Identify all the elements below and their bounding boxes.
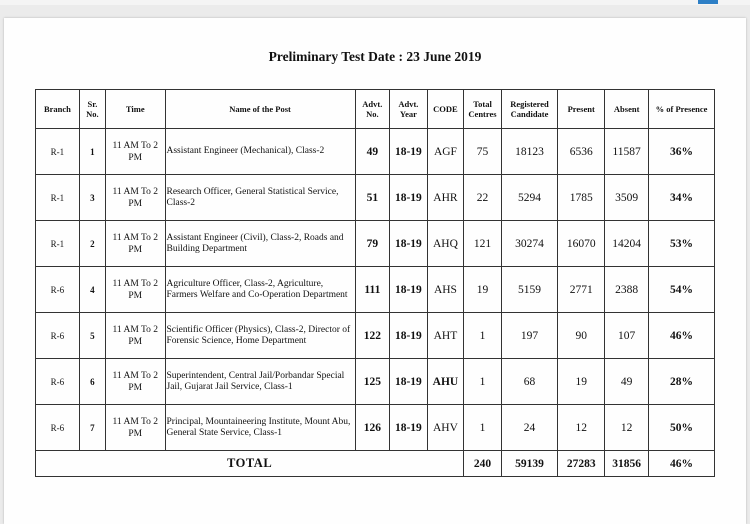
cell-presence: 34% (649, 175, 715, 221)
cell-sr-no: 1 (79, 129, 105, 175)
page-title: Preliminary Test Date : 23 June 2019 (268, 49, 482, 64)
cell-code: AHT (427, 313, 464, 359)
cell-registered: 197 (501, 313, 557, 359)
cell-registered: 24 (501, 405, 557, 451)
cell-registered: 30274 (501, 221, 557, 267)
cell-presence: 53% (649, 221, 715, 267)
cell-registered: 5159 (501, 267, 557, 313)
cell-branch: R-1 (36, 129, 80, 175)
table-row (36, 267, 715, 313)
header-post-name: Name of the Post (165, 90, 355, 129)
cell-advt-year: 18-19 (390, 175, 428, 221)
cell-advt-no: 49 (355, 129, 389, 175)
cell-total-centres: 121 (464, 221, 502, 267)
cell-advt-no: 51 (355, 175, 389, 221)
cell-present: 12 (558, 405, 605, 451)
cell-time: 11 AM To 2 PM (105, 129, 165, 175)
cell-branch: R-6 (36, 267, 80, 313)
cell-absent: 3509 (605, 175, 649, 221)
cell-advt-year: 18-19 (390, 129, 428, 175)
cell-presence: 54% (649, 267, 715, 313)
cell-sr-no: 2 (79, 221, 105, 267)
cell-absent: 11587 (605, 129, 649, 175)
total-row (36, 451, 715, 477)
cell-time: 11 AM To 2 PM (105, 313, 165, 359)
cell-presence: 36% (649, 129, 715, 175)
cell-presence: 50% (649, 405, 715, 451)
table-row (36, 175, 715, 221)
cell-time: 11 AM To 2 PM (105, 405, 165, 451)
cell-present: 2771 (558, 267, 605, 313)
header-present: Present (558, 90, 605, 129)
cell-time: 11 AM To 2 PM (105, 359, 165, 405)
cell-code: AHS (427, 267, 464, 313)
cell-sr-no: 3 (79, 175, 105, 221)
header-registered: Registered Candidate (501, 90, 557, 129)
cell-advt-no: 111 (355, 267, 389, 313)
cell-presence: 46% (649, 313, 715, 359)
cell-sr-no: 4 (79, 267, 105, 313)
cell-advt-year: 18-19 (390, 221, 428, 267)
cell-absent: 107 (605, 313, 649, 359)
header-absent: Absent (605, 90, 649, 129)
cell-post-name: Agriculture Officer, Class-2, Agriculture, Farmers Welfare and Co-Operation Department (165, 267, 355, 313)
header-branch: Branch (36, 90, 80, 129)
total-centres: 240 (464, 451, 502, 477)
cell-code: AHU (427, 359, 464, 405)
total-absent: 31856 (605, 451, 649, 477)
header-total-centres: Total Centres (464, 90, 502, 129)
cell-present: 16070 (558, 221, 605, 267)
cell-total-centres: 75 (464, 129, 502, 175)
header-advt-no: Advt. No. (355, 90, 389, 129)
cell-present: 6536 (558, 129, 605, 175)
header-advt-year: Advt. Year (390, 90, 428, 129)
cell-sr-no: 6 (79, 359, 105, 405)
header-presence: % of Presence (649, 90, 715, 129)
cell-post-name: Superintendent, Central Jail/Porbandar Special Jail, Gujarat Jail Service, Class-1 (165, 359, 355, 405)
cell-total-centres: 1 (464, 405, 502, 451)
total-label: TOTAL (36, 451, 464, 477)
cell-absent: 12 (605, 405, 649, 451)
window-control-button[interactable] (698, 0, 718, 4)
cell-branch: R-6 (36, 359, 80, 405)
table-row (36, 405, 715, 451)
cell-sr-no: 5 (79, 313, 105, 359)
cell-code: AHV (427, 405, 464, 451)
cell-total-centres: 1 (464, 359, 502, 405)
cell-code: AHQ (427, 221, 464, 267)
cell-time: 11 AM To 2 PM (105, 175, 165, 221)
cell-code: AGF (427, 129, 464, 175)
total-present: 27283 (558, 451, 605, 477)
cell-advt-no: 122 (355, 313, 389, 359)
table-row (36, 359, 715, 405)
total-presence: 46% (649, 451, 715, 477)
cell-present: 1785 (558, 175, 605, 221)
cell-registered: 5294 (501, 175, 557, 221)
cell-absent: 2388 (605, 267, 649, 313)
table-header-row (36, 90, 715, 129)
cell-post-name: Assistant Engineer (Civil), Class-2, Roads and Building Department (165, 221, 355, 267)
cell-present: 19 (558, 359, 605, 405)
cell-branch: R-1 (36, 175, 80, 221)
cell-total-centres: 19 (464, 267, 502, 313)
cell-presence: 28% (649, 359, 715, 405)
cell-registered: 18123 (501, 129, 557, 175)
cell-total-centres: 22 (464, 175, 502, 221)
cell-branch: R-1 (36, 221, 80, 267)
cell-present: 90 (558, 313, 605, 359)
table-row (36, 313, 715, 359)
table-row (36, 129, 715, 175)
cell-time: 11 AM To 2 PM (105, 267, 165, 313)
cell-total-centres: 1 (464, 313, 502, 359)
cell-branch: R-6 (36, 313, 80, 359)
table-row (36, 221, 715, 267)
cell-code: AHR (427, 175, 464, 221)
cell-advt-year: 18-19 (390, 405, 428, 451)
cell-sr-no: 7 (79, 405, 105, 451)
cell-post-name: Scientific Officer (Physics), Class-2, Director of Forensic Science, Home Department (165, 313, 355, 359)
cell-advt-no: 79 (355, 221, 389, 267)
cell-advt-year: 18-19 (390, 267, 428, 313)
cell-advt-year: 18-19 (390, 359, 428, 405)
header-code: CODE (427, 90, 464, 129)
cell-absent: 14204 (605, 221, 649, 267)
top-bar (0, 0, 750, 5)
cell-post-name: Assistant Engineer (Mechanical), Class-2 (165, 129, 355, 175)
cell-time: 11 AM To 2 PM (105, 221, 165, 267)
cell-registered: 68 (501, 359, 557, 405)
cell-post-name: Principal, Mountaineering Institute, Mount Abu, General State Service, Class-1 (165, 405, 355, 451)
header-time: Time (105, 90, 165, 129)
cell-advt-no: 126 (355, 405, 389, 451)
cell-post-name: Research Officer, General Statistical Service, Class-2 (165, 175, 355, 221)
results-table (35, 89, 715, 477)
cell-branch: R-6 (36, 405, 80, 451)
cell-absent: 49 (605, 359, 649, 405)
header-sr-no: Sr. No. (79, 90, 105, 129)
total-registered: 59139 (501, 451, 557, 477)
cell-advt-no: 125 (355, 359, 389, 405)
cell-advt-year: 18-19 (390, 313, 428, 359)
